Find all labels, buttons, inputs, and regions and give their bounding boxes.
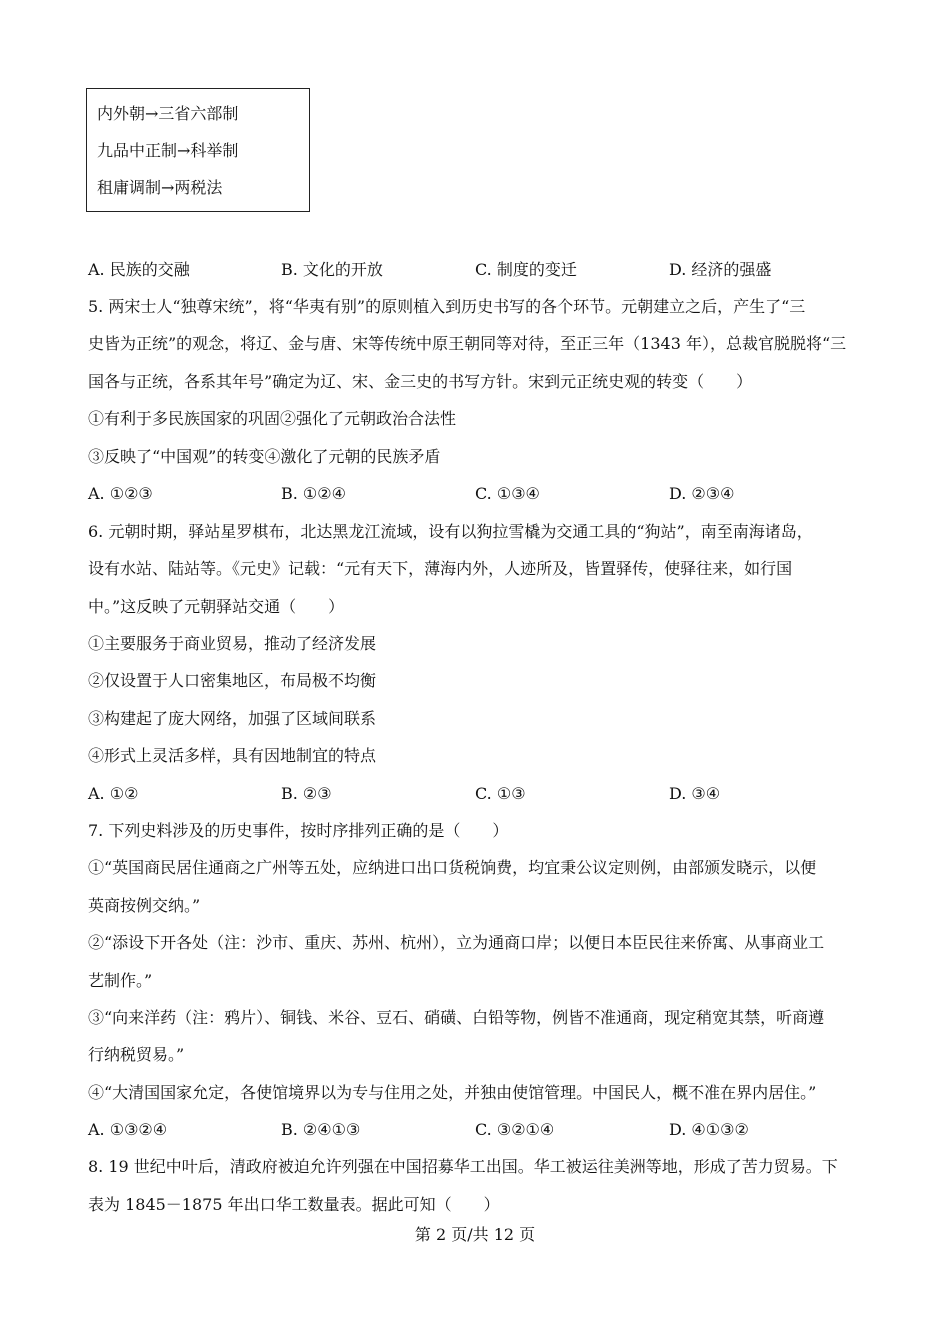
option-d: D. 经济的强盛: [669, 260, 772, 279]
q6-statement: ②仅设置于人口密集地区，布局极不均衡: [88, 671, 377, 690]
option-a: A. ①③②④: [88, 1120, 168, 1139]
q6-stem-line: 中。”这反映了元朝驿站交通（ ）: [88, 597, 345, 616]
box-line: 租庸调制→两税法: [97, 178, 223, 197]
option-d: D. ④①③②: [669, 1120, 749, 1139]
option-a: A. ①②③: [88, 484, 153, 503]
q8-stem-line: 8. 19 世纪中叶后，清政府被迫允许列强在中国招募华工出国。华工被运往美洲等地，形成了苦力贸易。下: [88, 1157, 838, 1176]
q7-source-line: ④“大清国国家允定，各使馆境界以为专与住用之处，并独由使馆管理。中国民人，概不准在界内居住。”: [88, 1083, 817, 1102]
q7-options: [88, 1119, 868, 1141]
option-a: A. ①②: [88, 784, 139, 803]
q6-statement: ④形式上灵活多样，具有因地制宜的特点: [88, 746, 377, 765]
q5-stem-line: 5. 两宋士人“独尊宋统”，将“华夷有别”的原则植入到历史书写的各个环节。元朝建立之后，产生了“三: [88, 297, 806, 316]
page-number: 第 2 页/共 12 页: [414, 1225, 536, 1244]
option-c: C. ①③④: [475, 484, 540, 503]
option-d: D. ③④: [669, 784, 721, 803]
option-c: C. 制度的变迁: [475, 260, 577, 279]
q6-stem-line: 6. 元朝时期，驿站星罗棋布，北达黑龙江流域，设有以狗拉雪橇为交通工具的“狗站”，南至南海诸岛，: [88, 522, 813, 541]
q5-stem-line: 史皆为正统”的观念，将辽、金与唐、宋等传统中原王朝同等对待，至正三年（1343 年），总裁官脱脱将“三: [88, 334, 847, 353]
q5-statement: ③反映了“中国观”的转变④激化了元朝的民族矛盾: [88, 447, 441, 466]
reform-box: [86, 88, 310, 212]
q7-source-line: ②“添设下开各处（注：沙市、重庆、苏州、杭州），立为通商口岸；以便日本臣民往来侨寓、从事商业工: [88, 933, 825, 952]
q5-stem-line: 国各与正统，各系其年号”确定为辽、宋、金三史的书写方针。宋到元正统史观的转变（ ）: [88, 372, 753, 391]
option-d: D. ②③④: [669, 484, 735, 503]
option-a: A. 民族的交融: [88, 260, 190, 279]
q7-source-line: 艺制作。”: [88, 971, 153, 990]
q7-source-line: ③“向来洋药（注：鸦片）、铜钱、米谷、豆石、硝磺、白铅等物，例皆不准通商，现定稍宽其禁，听商遵: [88, 1008, 825, 1027]
q6-stem-line: 设有水站、陆站等。《元史》记载：“元有天下，薄海内外，人迹所及，皆置驿传，使驿往来，如行国: [88, 559, 793, 578]
option-b: B. ②③: [281, 784, 332, 803]
q6-options: [88, 783, 868, 805]
q7-stem-line: 7. 下列史料涉及的历史事件，按时序排列正确的是（ ）: [88, 821, 509, 840]
q7-source-line: 行纳税贸易。”: [88, 1045, 185, 1064]
option-b: B. ①②④: [281, 484, 346, 503]
option-b: B. 文化的开放: [281, 260, 383, 279]
q8-stem-line: 表为 1845－1875 年出口华工数量表。据此可知（ ）: [88, 1195, 500, 1214]
q7-source-line: 英商按例交纳。”: [88, 896, 201, 915]
option-c: C. ③②①④: [475, 1120, 555, 1139]
option-b: B. ②④①③: [281, 1120, 361, 1139]
box-line: 九品中正制→科举制: [97, 141, 239, 160]
option-c: C. ①③: [475, 784, 526, 803]
q5-options: [88, 483, 868, 505]
q5-statement: ①有利于多民族国家的巩固②强化了元朝政治合法性: [88, 409, 457, 428]
q7-source-line: ①“英国商民居住通商之广州等五处，应纳进口出口货税饷费，均宜秉公议定则例，由部颁发晓示，以便: [88, 858, 817, 877]
q6-statement: ③构建起了庞大网络，加强了区域间联系: [88, 709, 377, 728]
box-line: 内外朝→三省六部制: [97, 104, 239, 123]
q6-statement: ①主要服务于商业贸易，推动了经济发展: [88, 634, 377, 653]
q4-options: [88, 259, 868, 281]
